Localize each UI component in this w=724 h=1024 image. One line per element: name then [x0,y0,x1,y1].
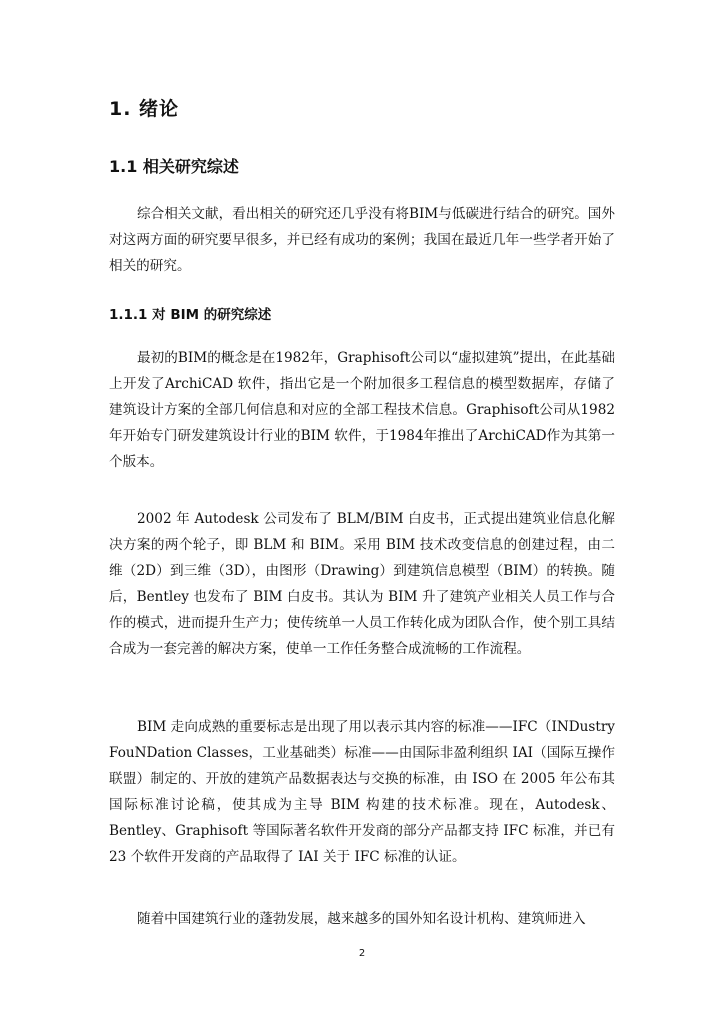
paragraph-bim-origin: 最初的BIM的概念是在1982年，Graphisoft公司以“虚拟建筑”提出，在此基础上开发了ArchiCAD 软件，指出它是一个附加很多工程信息的模型数据库，存储了建筑设计方案的全部几何信息和对应的全部工程技术信息。Graphisoft公司从1982 年开始专门研发建筑设计行业的BIM 软件，于1984年推出了ArchiCAD作为其第一个版本。 [109,350,615,470]
paragraph-china: 随着中国建筑行业的蓬勃发展，越来越多的国外知名设计机构、建筑师进入 [137,911,586,927]
page-number: 2 [358,948,366,959]
paragraph-ifc-standard: BIM 走向成熟的重要标志是出现了用以表示其内容的标准——IFC（INDustry FouNDation Classes，工业基础类）标准——由国际非盈利组织 IAI（国际互操作联盟）制定的、开放的建筑产品数据表达与交换的标准，由 ISO 在 2005 年公布其国际标准讨论稿，使其成为主导 BIM 构建的技术标准。现在，Autodesk、Bentley、Graphisoft 等国际著名软件开发商的部分产品都支持 IFC 标准，并已有 23 个软件开发商的产品取得了 IAI 关于 IFC 标准的认证。 [109,719,615,865]
paragraph-autodesk: 2002 年 Autodesk 公司发布了 BLM/BIM 白皮书，正式提出建筑业信息化解决方案的两个轮子，即 BLM 和 BIM。采用 BIM 技术改变信息的创建过程，由二维（2D）到三维（3D），由图形（Drawing）到建筑信息模型（BIM）的转换。随后，Bentley 也发布了 BIM 白皮书。其认为 BIM 升了建筑产业相关人员工作与合作的模式，进而提升生产力；使传统单一人员工作转化成为团队合作，使个别工具结合成为一套完善的解决方案，使单一工作任务整合成流畅的工作流程。 [109,511,615,657]
section-heading: 1.1 相关研究综述 [109,157,239,176]
chapter-heading: 1. 绪论 [109,98,180,120]
subsection-heading: 1.1.1 对 BIM 的研究综述 [109,307,272,323]
paragraph-overview: 综合相关文献，看出相关的研究还几乎没有将BIM与低碳进行结合的研究。国外对这两方面的研究要早很多，并已经有成功的案例；我国在最近几年一些学者开始了相关的研究。 [109,206,615,274]
